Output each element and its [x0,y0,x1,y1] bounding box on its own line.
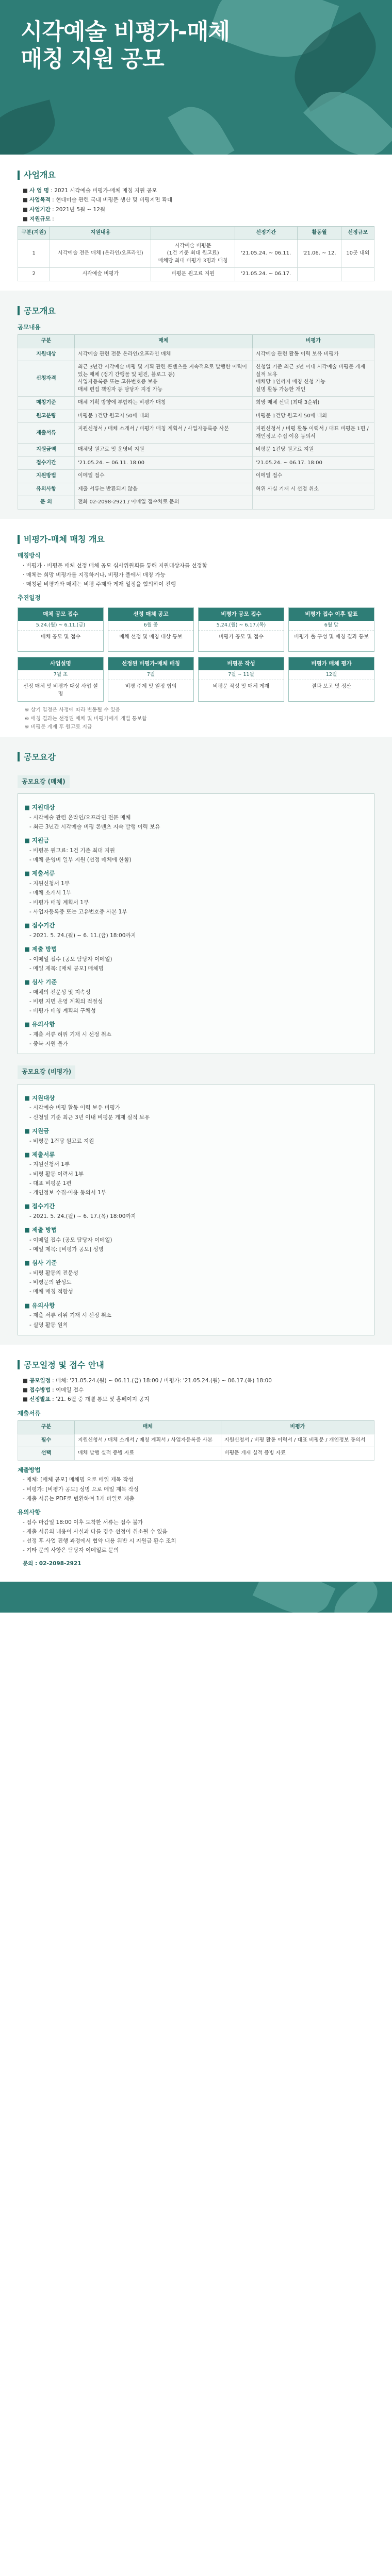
media-cell: 시각예술 관련 전문 온라인/오프라인 매체 [75,348,253,361]
media-cell: 제출 서류는 반환되지 않음 [75,483,253,496]
table-cell: 시각예술 비평가 [50,268,151,281]
contact-text: 문의 : 02-2098-2921 [23,1560,81,1567]
media-cell: 지원신청서 / 매체 소개서 / 비평가 매칭 계획서 / 사업자등록증 사본 [75,423,253,444]
table-header: 구분 [18,1421,75,1434]
leaf-decoration [168,97,234,155]
step-title: 비평가 공모 접수 [199,608,284,621]
schedule-note: ※ 상기 일정은 사정에 따라 변동될 수 있음 [25,707,121,714]
step-desc: 비평가 풀 구성 및 매칭 결과 통보 [294,634,369,640]
section-title: 사업개요 [24,170,56,180]
call-table [18,334,374,510]
guideline-line: - 이메일 접수 (공모 담당자 이메일) [29,1236,112,1243]
table-cell: 비평문 원고료 지원 [151,268,235,281]
guideline-item-title: ■ 유의사항 [24,1301,55,1309]
media-cell: 비평문 1건당 원고지 50매 내외 [75,410,253,423]
schedule-note: ※ 매칭 결과는 선정된 매체 및 비평가에게 개별 통보함 [25,716,147,722]
schedule-note: ※ 비평문 게재 후 원고료 지급 [25,724,92,731]
overview-item: ■ 사 업 명 : 2021 시각예술 비평가-매체 매칭 지원 공모 [23,188,157,194]
footer-band [0,1582,392,1613]
critic-cell: 비평문 1건당 원고료 지원 [252,444,374,457]
step-title: 사업설명 [18,657,103,670]
media-cell: 지원신청서 / 매체 소개서 / 매칭 계획서 / 사업자등록증 사본 [75,1434,221,1447]
row-label: 매칭기준 [18,397,75,410]
application-key: 선정발표 [29,1396,51,1403]
guideline-item-title: ■ 심사 기준 [24,1259,57,1267]
media-cell: 매체 발행 실적 증빙 자료 [75,1447,221,1461]
hero-text [21,19,230,73]
media-cell: 매체 기획 방향에 부합하는 비평가 매칭 [75,397,253,410]
table-row [18,456,374,470]
table-cell [341,268,374,281]
caution-line: - 제출 서류의 내용이 사실과 다를 경우 선정이 취소될 수 있음 [23,1528,168,1535]
table-header: 지원내용 [50,227,151,240]
step-desc: 비평가 공모 및 접수 [219,634,264,640]
step-date: 12월 [289,670,374,680]
step-date: 6월 말 [289,621,374,631]
section-heading [18,305,374,317]
table-row [18,268,374,281]
table-cell: '21.06. ~ 12. [297,240,341,268]
guideline-line: - 제출 서류 허위 기재 시 선정 취소 [29,1312,112,1319]
guideline-line: - 비평 활동의 전문성 [29,1269,78,1276]
guideline-line: - 시각예술 관련 온라인/오프라인 전문 매체 [29,814,131,821]
section-title: 비평가-매체 매칭 개요 [24,534,105,544]
critic-cell: 신청일 기준 최근 3년 이내 시각예술 비평문 게재 실적 보유 매체당 1인까지 매칭 신청 가능 실명 활동 가능한 개인 [252,361,374,397]
section-application [0,1345,392,1573]
guideline-item-title: ■ 접수기간 [24,1202,55,1210]
guideline-line: - 제출 서류 허위 기재 시 선정 취소 [29,1031,112,1038]
guideline-line: - 메일 제목: [매체 공모] 매체명 [29,965,104,972]
section-title: 공모요강 [24,752,56,762]
table-cell: 시각예술 전문 매체 (온라인/오프라인) [50,240,151,268]
guideline-line: - 신청일 기준 최근 3년 이내 비평문 게재 실적 보유 [29,1114,150,1121]
guideline-item-title: ■ 접수기간 [24,921,55,929]
table-row [18,483,374,496]
hero-title-line1: 시각예술 비평가-매체 [21,19,230,45]
guideline-line: - 2021. 5. 24.(월) ~ 6. 17.(목) 18:00까지 [29,1213,136,1219]
table-row [18,470,374,483]
schedule-step [288,657,374,702]
guideline-media-box [18,793,374,1054]
sub-heading: 유의사항 [18,1509,41,1516]
overview-item: ■ 지원규모 : [23,215,54,222]
critic-cell: 지원신청서 / 비평 활동 이력서 / 대표 비평문 / 개인정보 동의서 [221,1434,374,1447]
application-value: 이메일 접수 [56,1387,84,1394]
guideline-line: - 비평가 매칭 계획의 구체성 [29,1008,96,1014]
table-row [18,240,374,268]
section-title: 공모일정 및 접수 안내 [24,1360,104,1370]
schedule-step [18,607,104,652]
application-list [18,1377,374,1404]
critic-cell: 시각예술 관련 활동 이력 보유 비평가 [252,348,374,361]
documents-table [18,1420,374,1461]
heading-bar [18,306,20,315]
guideline-media-title: 공모요강 (매체) [18,775,70,788]
schedule-step [198,607,284,652]
guideline-item-title: ■ 제출서류 [24,870,55,877]
matching-points [18,562,374,589]
guideline-line: - 대표 비평문 1편 [29,1180,72,1187]
media-cell: 매체당 원고료 및 운영비 지원 [75,444,253,457]
row-label: 신청자격 [18,361,75,397]
row-label: 접수기간 [18,456,75,470]
table-cell: '21.05.24. ~ 06.11. [235,240,297,268]
submit-line: - 매체: [매체 공모] 매체명 으로 메일 제목 작성 [23,1477,134,1483]
section-call-overview [0,291,392,519]
table-header: 선정규모 [341,227,374,240]
row-label: 선택 [18,1447,75,1461]
schedule-flow [18,607,374,702]
guideline-line: - 최근 3년간 시각예술 비평 콘텐츠 지속 발행 이력 보유 [29,824,160,831]
guideline-item-title: ■ 제출 방법 [24,945,57,953]
sub-heading: 매칭방식 [18,552,41,560]
table-row [18,397,374,410]
guideline-line: - 비평문의 완성도 [29,1279,72,1286]
table-header: 구분(지원) [18,227,50,240]
overview-key: 지원규모 [29,215,51,222]
table-header: 선정기간 [235,227,297,240]
table-cell: 1 [18,240,50,268]
application-item: ■ 접수방법 : 이메일 접수 [23,1387,84,1394]
step-date: 7월 [108,670,193,680]
critic-cell: '21.05.24. ~ 06.17. 18:00 [252,456,374,470]
section-heading [18,533,374,545]
heading-bar [18,1360,20,1369]
guideline-line: - 매체 소개서 1부 [29,890,72,896]
section-overview [0,155,392,291]
guideline-line: - 메일 제목: [비평가 공모] 성명 [29,1246,104,1253]
overview-value: 2021 시각예술 비평가-매체 매칭 지원 공모 [54,188,157,194]
step-date: 7월 ~ 11월 [199,670,284,680]
guideline-item-title: ■ 유의사항 [24,1021,55,1028]
caution-lines [18,1519,374,1555]
media-cell: 최근 3년간 시각예술 비평 및 기획 관련 콘텐츠를 지속적으로 발행한 이력이 있는 매체 (정기 간행물 및 웹진, 블로그 등) 사업자등록증 또는 고유번호증 보유 매체 편집 책임자 등 담당자 지정 가능 [75,361,253,397]
caution-line: - 기타 문의 사항은 담당자 이메일로 문의 [23,1547,119,1554]
media-cell: 전화 02-2098-2921 / 이메일 접수처로 문의 [75,496,253,510]
row-label: 필수 [18,1434,75,1447]
overview-list [18,187,374,223]
step-date: 6월 중 [108,621,193,631]
table-row [18,1434,374,1447]
guideline-critic-box [18,1084,374,1335]
critic-cell: 비평문 1건당 원고지 50매 내외 [252,410,374,423]
step-title: 매체 공모 접수 [18,608,103,621]
row-label: 제출서류 [18,423,75,444]
schedule-notes [18,707,374,732]
table-row [18,1447,374,1461]
heading-bar [18,752,20,761]
heading-bar [18,535,20,544]
table-header: 비평가 [221,1421,374,1434]
critic-cell: 지원신청서 / 비평 활동 이력서 / 대표 비평문 1편 / 개인정보 수집·이용 동의서 [252,423,374,444]
submit-line: - 비평가: [비평가 공모] 성명 으로 메일 제목 작성 [23,1486,139,1493]
table-header [151,227,235,240]
step-desc: 매체 공모 및 접수 [40,634,81,640]
guideline-line: - 매체 매칭 적합성 [29,1289,73,1295]
table-cell [297,268,341,281]
matching-point: · 비평가 · 비평문 매체 선정 매체 공모 심사위원회를 통해 지원대상자를 선정함 [23,562,207,569]
step-title: 비평가 접수 이후 발표 [289,608,374,621]
step-desc: 비평 주제 및 일정 협의 [125,684,177,690]
step-desc: 선정 매체 및 비평가 대상 사업 설명 [23,684,98,697]
schedule-step [198,657,284,702]
table-header: 구분 [18,335,75,348]
guideline-item-title: ■ 지원금 [24,1127,50,1134]
submit-lines [18,1476,374,1503]
step-desc: 결과 보고 및 정산 [311,684,352,690]
submit-line: - 제출 서류는 PDF로 변환하여 1개 파일로 제출 [23,1495,135,1502]
application-value: 매체: '21.05.24.(월) ~ 06.11.(금) 18:00 / 비평가: '21.05.24.(월) ~ 06.17.(목) 18:00 [56,1377,272,1384]
media-cell: '21.05.24. ~ 06.11. 18:00 [75,456,253,470]
application-key: 접수방법 [29,1387,51,1394]
guideline-line: - 매체 운영비 일부 지원 (선정 매체에 한함) [29,857,132,863]
caution-line: - 접수 마감일 18:00 이후 도착한 서류는 접수 불가 [23,1519,143,1526]
step-title: 비평가 매체 평가 [289,657,374,670]
hero-banner [0,0,392,155]
guideline-line: - 실명 활동 원칙 [29,1321,68,1328]
step-title: 비평문 작성 [199,657,284,670]
table-cell: 2 [18,268,50,281]
matching-point: · 매체는 희망 비평가를 지정하거나, 비평가 풀에서 매칭 가능 [23,572,166,578]
step-date: 5.24.(월) ~ 6.11.(금) [18,621,103,631]
overview-key: 사업기간 [29,206,51,213]
table-header: 비평가 [252,335,374,348]
guideline-line: - 매체의 전문성 및 지속성 [29,989,91,995]
overview-item: ■ 사업목적 : 현대미술 관련 국내 비평문 생산 및 비평지면 확대 [23,197,173,204]
row-label: 지원방법 [18,470,75,483]
table-cell: 10곳 내외 [341,240,374,268]
section-heading [18,1359,374,1371]
critic-cell [252,496,374,510]
guideline-line: - 비평 지면 운영 계획의 적절성 [29,998,103,1005]
guideline-line: - 2021. 5. 24.(월) ~ 6. 11.(금) 18:00까지 [29,932,136,939]
table-cell: 시각예술 비평문 (1건 기준 최대 원고료) 매체당 최대 비평가 3명과 매칭 [151,240,235,268]
row-label: 문 의 [18,496,75,510]
application-value: '21. 6월 중 개별 통보 및 홈페이지 공지 [56,1396,150,1403]
schedule-step [108,657,194,702]
row-label: 유의사항 [18,483,75,496]
overview-key: 사 업 명 [29,188,50,194]
section-heading [18,751,374,763]
step-desc: 매체 선정 및 매칭 대상 통보 [119,634,183,640]
section-guidelines [0,737,392,1345]
schedule-step [18,657,104,702]
leaf-decoration [0,99,61,155]
guideline-item-title: ■ 지원금 [24,837,50,844]
matching-point: · 매칭된 비평가와 매체는 비평 주제와 게재 일정을 협의하여 진행 [23,581,176,588]
table-header: 활동월 [297,227,341,240]
table-cell: '21.05.24. ~ 06.17. [235,268,297,281]
caution-line: - 선정 후 사업 진행 과정에서 협약 내용 위반 시 지원금 환수 조치 [23,1538,176,1545]
guideline-line: - 비평가 매칭 계획서 1부 [29,899,89,906]
guideline-item-title: ■ 제출서류 [24,1150,55,1158]
critic-cell: 이메일 접수 [252,470,374,483]
sub-heading: 공모내용 [18,323,41,331]
section-matching [0,519,392,737]
guideline-line: - 지원신청서 1부 [29,1161,70,1168]
sub-heading: 추진일정 [18,594,41,602]
guideline-line: - 개인정보 수집·이용 동의서 1부 [29,1190,106,1196]
media-cell: 이메일 접수 [75,470,253,483]
table-row [18,361,374,397]
guideline-line: - 사업자등록증 또는 고유번호증 사본 1부 [29,908,127,915]
guideline-line: - 이메일 접수 (공모 담당자 이메일) [29,956,112,962]
table-row [18,444,374,457]
hero-title-line2: 매칭 지원 공모 [21,45,164,72]
critic-cell: 허위 사실 기재 시 선정 취소 [252,483,374,496]
table-header: 매체 [75,335,253,348]
guideline-line: - 비평문 원고료: 1건 기준 최대 지원 [29,847,115,854]
heading-bar [18,171,20,180]
schedule-step [288,607,374,652]
guideline-line: - 지원신청서 1부 [29,880,70,887]
sub-heading: 제출서류 [18,1409,41,1417]
application-item: ■ 공모일정 : 매체: '21.05.24.(월) ~ 06.11.(금) 18:00 / 비평가: '21.05.24.(월) ~ 06.17.(목) 18:00 [23,1377,272,1384]
step-title: 선정 매체 공고 [108,608,193,621]
section-heading [18,169,374,181]
guideline-critic-title: 공모요강 (비평가) [18,1065,75,1078]
step-date: 5.24.(월) ~ 6.17.(목) [199,621,284,631]
row-label: 지원대상 [18,348,75,361]
table-row [18,423,374,444]
table-row [18,348,374,361]
step-title: 선정된 비평가-매체 매칭 [108,657,193,670]
overview-value: 2021년 5월 ~ 12월 [56,206,106,213]
guideline-item-title: ■ 지원대상 [24,1094,55,1101]
guideline-item-title: ■ 심사 기준 [24,978,57,986]
row-label: 원고분량 [18,410,75,423]
guideline-line: - 시각예술 비평 활동 이력 보유 비평가 [29,1105,120,1111]
section-title: 공모개요 [24,306,56,316]
table-row [18,410,374,423]
leaf-decoration [326,1582,386,1613]
guideline-line: - 중복 지원 불가 [29,1041,68,1047]
critic-cell: 비평문 게재 실적 증빙 자료 [221,1447,374,1461]
row-label: 지원금액 [18,444,75,457]
schedule-step [108,607,194,652]
step-desc: 비평문 작성 및 매체 게재 [213,684,270,690]
step-date: 7월 초 [18,670,103,680]
critic-cell: 희망 매체 선택 (최대 3순위) [252,397,374,410]
overview-item: ■ 사업기간 : 2021년 5월 ~ 12월 [23,206,106,213]
leaf-decoration [253,1582,336,1613]
guideline-item-title: ■ 제출 방법 [24,1226,57,1234]
support-scale-table [18,226,374,281]
guideline-line: - 비평문 1건당 원고료 지원 [29,1138,94,1144]
table-row [18,496,374,510]
application-item: ■ 선정발표 : '21. 6월 중 개별 통보 및 홈페이지 공지 [23,1396,150,1403]
application-key: 공모일정 [29,1377,51,1384]
overview-value: 현대미술 관련 국내 비평문 생산 및 비평지면 확대 [56,197,173,204]
table-header: 매체 [75,1421,221,1434]
sub-heading: 제출방법 [18,1466,41,1473]
overview-key: 사업목적 [29,197,51,204]
guideline-item-title: ■ 지원대상 [24,804,55,811]
guideline-line: - 비평 활동 이력서 1부 [29,1171,84,1177]
